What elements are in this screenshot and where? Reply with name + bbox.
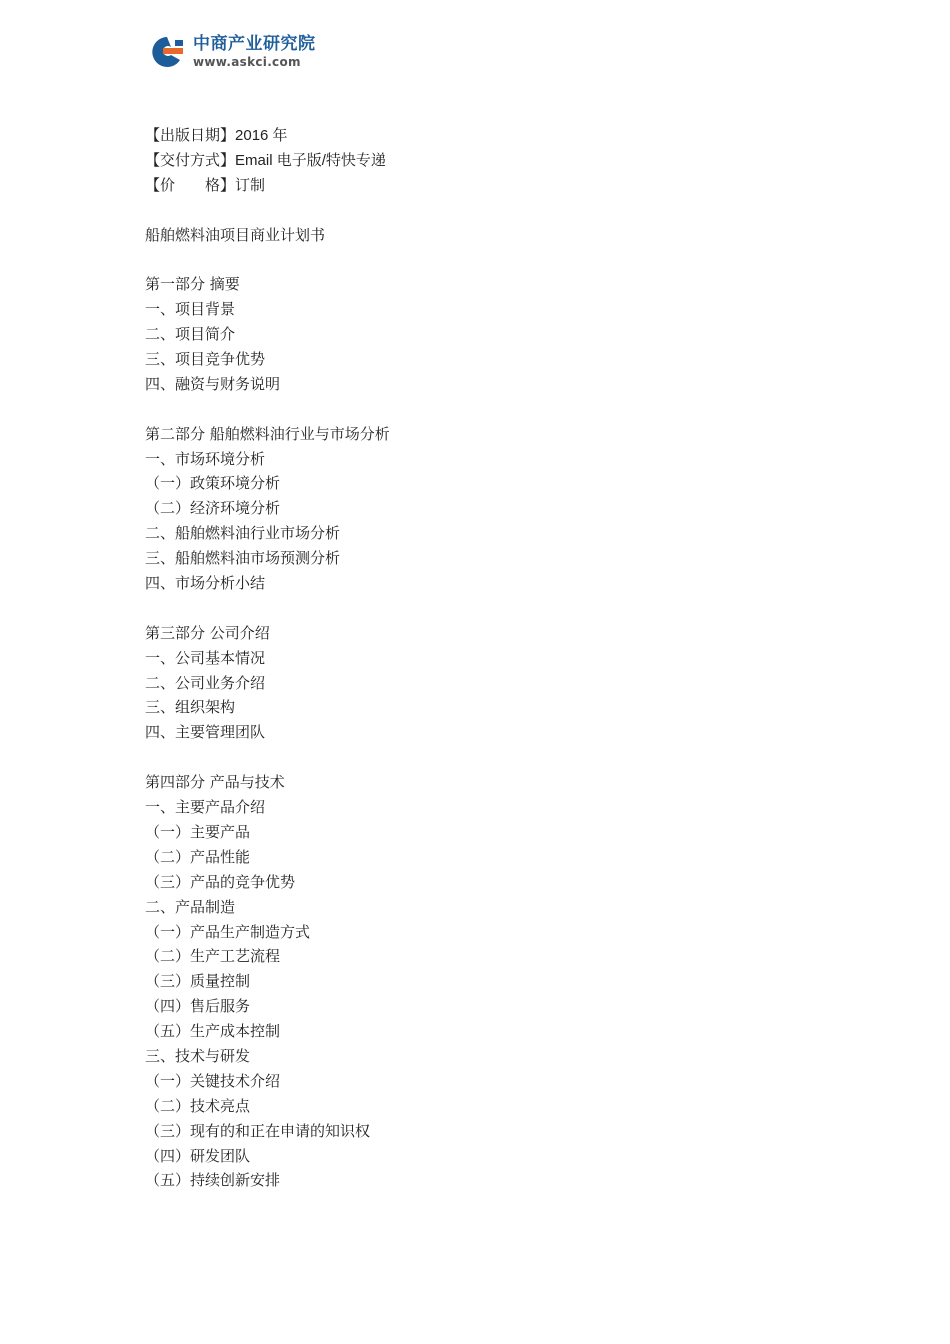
toc-item: （五）生产成本控制 [145, 1022, 281, 1041]
section-heading: 第三部分 公司介绍 [145, 623, 270, 642]
toc-item: 三、技术与研发 [145, 1046, 251, 1065]
company-logo [147, 32, 316, 72]
section-heading: 第二部分 船舶燃料油行业与市场分析 [145, 424, 390, 443]
meta-value: Email 电子版/特快专递 [235, 151, 386, 169]
logo-emblem-icon [147, 34, 187, 70]
toc-item: 二、公司业务介绍 [145, 673, 266, 692]
toc-item: （五）持续创新安排 [145, 1171, 281, 1190]
toc-item: 二、产品制造 [145, 897, 236, 916]
meta-delivery [145, 148, 845, 173]
toc-item: （四）售后服务 [145, 997, 251, 1016]
meta-value: 订制 [235, 176, 266, 194]
toc-item: （一）关键技术介绍 [145, 1071, 281, 1090]
meta-key: 【交付方式】 [145, 150, 236, 169]
toc-item: 一、市场环境分析 [145, 449, 266, 468]
toc-item: 二、项目简介 [145, 325, 236, 344]
toc-item: 四、融资与财务说明 [145, 374, 281, 393]
meta-key: 【价 格】 [145, 175, 236, 194]
meta-key: 【出版日期】 [145, 126, 236, 144]
toc-item: 四、主要管理团队 [145, 723, 266, 742]
meta-value: 2016 年 [235, 127, 288, 144]
toc-item: （二）产品性能 [145, 847, 251, 866]
toc-item: （一）主要产品 [145, 822, 251, 841]
toc-item: 三、船舶燃料油市场预测分析 [145, 549, 341, 568]
toc-item: （一）政策环境分析 [145, 474, 281, 493]
toc-item: （二）技术亮点 [145, 1096, 251, 1115]
toc-item: （三）质量控制 [145, 972, 251, 991]
toc-item: 三、项目竞争优势 [145, 350, 266, 369]
toc-item: 三、组织架构 [145, 698, 236, 717]
toc-item: 一、主要产品介绍 [145, 798, 266, 817]
toc-item: 二、船舶燃料油行业市场分析 [145, 524, 341, 543]
toc-item: 一、公司基本情况 [145, 648, 266, 667]
meta-publish-date [145, 123, 845, 148]
document-title: 船舶燃料油项目商业计划书 [145, 225, 326, 244]
toc-item: （二）生产工艺流程 [145, 947, 281, 966]
section-heading: 第一部分 摘要 [145, 275, 240, 294]
toc-item: （三）现有的和正在申请的知识权 [145, 1121, 371, 1140]
toc-item: （四）研发团队 [145, 1146, 251, 1165]
toc-item: 一、项目背景 [145, 300, 236, 319]
logo-website: www.askci.com [193, 55, 301, 69]
document-body [145, 123, 845, 1193]
toc-item: （一）产品生产制造方式 [145, 922, 311, 941]
toc-item: （二）经济环境分析 [145, 499, 281, 518]
toc-item: 四、市场分析小结 [145, 574, 266, 593]
section-heading: 第四部分 产品与技术 [145, 773, 285, 792]
logo-chinese-name: 中商产业研究院 [193, 34, 316, 54]
toc-item: （三）产品的竞争优势 [145, 872, 296, 891]
meta-price [145, 173, 845, 198]
